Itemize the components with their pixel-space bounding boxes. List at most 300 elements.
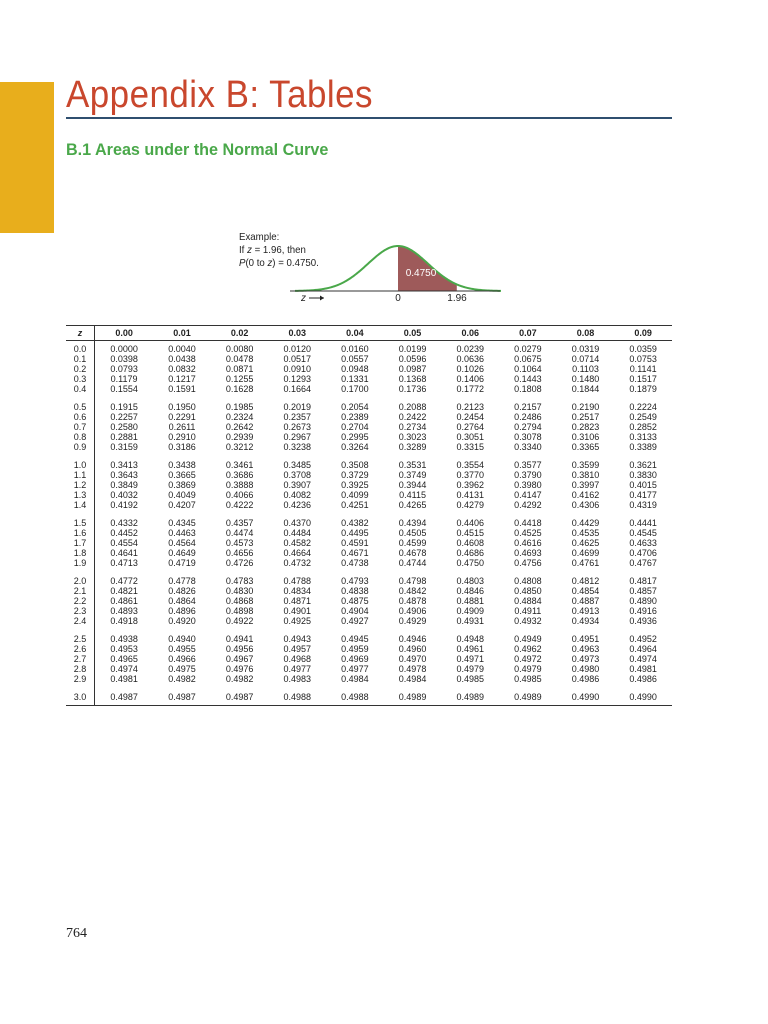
area-value-cell: 0.4525 [514, 528, 542, 538]
area-value-cell: 0.4778 [168, 576, 196, 586]
z-value-cell: 1.9 [66, 558, 95, 568]
z-value-cell: 0.9 [66, 442, 95, 452]
title-rule [66, 117, 672, 119]
z-value-cell: 0.4 [66, 384, 95, 394]
z-value-cell: 0.2 [66, 364, 95, 374]
area-value-cell: 0.3461 [225, 460, 254, 470]
area-value-cell: 0.1368 [398, 374, 427, 384]
table-row [66, 548, 672, 558]
area-value-cell: 0.2673 [283, 422, 312, 432]
area-value-cell: 0.1293 [283, 374, 312, 384]
area-value-cell: 0.4147 [514, 490, 542, 500]
area-value-cell: 0.4901 [283, 606, 312, 616]
area-value-cell: 0.4671 [341, 548, 369, 558]
area-value-cell: 0.2517 [571, 412, 600, 422]
area-value-cell: 0.4463 [168, 528, 196, 538]
z-value-cell: 2.9 [66, 674, 95, 684]
area-value-cell: 0.4890 [629, 596, 657, 606]
area-value-cell: 0.4821 [110, 586, 138, 596]
area-value-cell: 0.4989 [499, 684, 557, 706]
area-value-cell: 0.4535 [571, 528, 600, 538]
area-value-cell: 0.4977 [341, 664, 369, 674]
area-value-cell: 0.4332 [110, 518, 138, 528]
area-value-cell: 0.4699 [571, 548, 600, 558]
area-value-cell: 0.4441 [629, 518, 657, 528]
area-value-cell: 0.2389 [341, 412, 369, 422]
area-value-cell: 0.4970 [398, 654, 427, 664]
area-value-cell: 0.1985 [225, 402, 254, 412]
area-value-cell: 0.2611 [168, 422, 196, 432]
area-value-cell: 0.4812 [571, 576, 600, 586]
area-value-cell: 0.4952 [629, 634, 657, 644]
area-value-cell: 0.4484 [283, 528, 312, 538]
area-value-cell: 0.4251 [341, 500, 369, 510]
area-value-cell: 0.4920 [168, 616, 196, 626]
area-value-cell: 0.0080 [225, 344, 254, 354]
area-value-cell: 0.4887 [571, 596, 600, 606]
z-value-cell: 0.0 [66, 341, 95, 355]
area-value-cell: 0.4949 [514, 634, 542, 644]
area-value-cell: 0.3159 [110, 442, 138, 452]
area-value-cell: 0.4988 [268, 684, 326, 706]
table-row [66, 354, 672, 364]
area-value-cell: 0.4868 [225, 596, 254, 606]
area-value-cell: 0.2881 [110, 432, 138, 442]
area-value-cell: 0.4982 [168, 674, 196, 684]
area-value-cell: 0.2967 [283, 432, 312, 442]
area-value-cell: 0.4955 [168, 644, 196, 654]
area-value-cell: 0.4987 [95, 684, 154, 706]
area-value-cell: 0.1879 [629, 384, 657, 394]
area-value-cell: 0.1255 [225, 374, 254, 384]
area-value-cell: 0.0199 [398, 344, 427, 354]
table-row [66, 626, 672, 644]
area-value-cell: 0.3413 [110, 460, 138, 470]
table-row [66, 528, 672, 538]
area-value-cell: 0.4803 [456, 576, 484, 586]
z-value-cell: 2.8 [66, 664, 95, 674]
column-header: 0.06 [441, 326, 499, 341]
area-value-cell: 0.2157 [514, 402, 542, 412]
area-value-cell: 0.2054 [341, 402, 369, 412]
area-value-cell: 0.4911 [514, 606, 542, 616]
area-value-cell: 0.4664 [283, 548, 312, 558]
area-value-cell: 0.3907 [283, 480, 312, 490]
area-value-cell: 0.1217 [168, 374, 196, 384]
area-value-cell: 0.2019 [283, 402, 312, 412]
area-value-cell: 0.4591 [341, 538, 369, 548]
table-row [66, 364, 672, 374]
area-value-cell: 0.2291 [168, 412, 196, 422]
area-label: 0.4750 [405, 268, 437, 279]
area-value-cell: 0.4641 [110, 548, 138, 558]
area-value-cell: 0.4968 [283, 654, 312, 664]
area-value-cell: 0.4066 [225, 490, 254, 500]
table-row [66, 558, 672, 568]
area-value-cell: 0.2549 [629, 412, 657, 422]
z-value-cell: 1.7 [66, 538, 95, 548]
area-value-cell: 0.4732 [283, 558, 312, 568]
column-header: 0.04 [326, 326, 384, 341]
area-value-cell: 0.1103 [572, 364, 599, 374]
area-value-cell: 0.4738 [341, 558, 369, 568]
area-value-cell: 0.4099 [341, 490, 369, 500]
area-value-cell: 0.4884 [514, 596, 542, 606]
area-value-cell: 0.3962 [456, 480, 484, 490]
table-row [66, 568, 672, 586]
area-value-cell: 0.4357 [225, 518, 254, 528]
table-row [66, 384, 672, 394]
area-value-cell: 0.4940 [168, 634, 196, 644]
area-value-cell: 0.4946 [398, 634, 427, 644]
area-value-cell: 0.4953 [110, 644, 138, 654]
column-header: 0.07 [499, 326, 557, 341]
area-value-cell: 0.3315 [456, 442, 484, 452]
example-line-2: P(0 to z) = 0.4750. [239, 257, 319, 269]
area-value-cell: 0.1736 [398, 384, 427, 394]
area-value-cell: 0.1591 [168, 384, 196, 394]
z-value-cell: 2.4 [66, 616, 95, 626]
area-value-cell: 0.4633 [629, 538, 657, 548]
area-value-cell: 0.1808 [514, 384, 542, 394]
area-value-cell: 0.4032 [110, 490, 138, 500]
area-value-cell: 0.4783 [225, 576, 254, 586]
area-value-cell: 0.3186 [168, 442, 196, 452]
area-value-cell: 0.4656 [225, 548, 254, 558]
area-value-cell: 0.4861 [110, 596, 138, 606]
area-value-cell: 0.1554 [110, 384, 138, 394]
column-header: 0.03 [268, 326, 326, 341]
area-value-cell: 0.1700 [341, 384, 369, 394]
area-value-cell: 0.4131 [456, 490, 484, 500]
area-value-cell: 0.4279 [456, 500, 484, 510]
area-value-cell: 0.4951 [571, 634, 600, 644]
area-value-cell: 0.4686 [456, 548, 484, 558]
area-value-cell: 0.4934 [571, 616, 600, 626]
area-value-cell: 0.4966 [168, 654, 196, 664]
table-row [66, 644, 672, 654]
gold-chapter-tab [0, 82, 54, 233]
area-value-cell: 0.1772 [456, 384, 484, 394]
z-value-cell: 1.1 [66, 470, 95, 480]
area-value-cell: 0.4963 [571, 644, 600, 654]
area-value-cell: 0.4984 [398, 674, 427, 684]
area-value-cell: 0.1026 [456, 364, 484, 374]
area-value-cell: 0.4927 [341, 616, 369, 626]
z-value-cell: 3.0 [66, 684, 95, 706]
area-value-cell: 0.4554 [110, 538, 138, 548]
area-value-cell: 0.3621 [629, 460, 657, 470]
area-value-cell: 0.4987 [211, 684, 269, 706]
area-value-cell: 0.4893 [110, 606, 138, 616]
area-value-cell: 0.4015 [629, 480, 657, 490]
area-value-cell: 0.0359 [629, 344, 657, 354]
area-value-cell: 0.0239 [456, 344, 484, 354]
area-value-cell: 0.1331 [341, 374, 369, 384]
example-line-1: If z = 1.96, then [239, 244, 306, 256]
area-value-cell: 0.4608 [456, 538, 484, 548]
area-value-cell: 0.4977 [283, 664, 312, 674]
area-value-cell: 0.4871 [283, 596, 312, 606]
area-value-cell: 0.4985 [456, 674, 484, 684]
area-value-cell: 0.4788 [283, 576, 312, 586]
table-row [66, 510, 672, 528]
area-value-cell: 0.4625 [571, 538, 600, 548]
area-value-cell: 0.4573 [225, 538, 254, 548]
area-value-cell: 0.4545 [629, 528, 657, 538]
area-value-cell: 0.3133 [629, 432, 657, 442]
area-value-cell: 0.4750 [456, 558, 484, 568]
table-row [66, 500, 672, 510]
area-value-cell: 0.1950 [168, 402, 196, 412]
area-value-cell: 0.4938 [110, 634, 138, 644]
area-value-cell: 0.4505 [398, 528, 427, 538]
column-header: 0.00 [95, 326, 154, 341]
area-value-cell: 0.3849 [110, 480, 138, 490]
area-value-cell: 0.1406 [456, 374, 484, 384]
area-value-cell: 0.3729 [341, 470, 369, 480]
area-value-cell: 0.4394 [398, 518, 427, 528]
area-value-cell: 0.4115 [399, 490, 426, 500]
area-value-cell: 0.4986 [629, 674, 657, 684]
area-value-cell: 0.4978 [398, 664, 427, 674]
z-value-cell: 1.5 [66, 510, 95, 528]
table-row [66, 616, 672, 626]
normal-table [66, 325, 672, 706]
area-value-cell: 0.4292 [514, 500, 542, 510]
area-value-cell: 0.2939 [225, 432, 254, 442]
z-value-cell: 2.3 [66, 606, 95, 616]
area-value-cell: 0.4989 [441, 684, 499, 706]
area-value-cell: 0.4406 [456, 518, 484, 528]
area-value-cell: 0.3810 [571, 470, 600, 480]
area-value-cell: 0.0871 [225, 364, 254, 374]
area-value-cell: 0.0557 [341, 354, 369, 364]
area-value-cell: 0.2324 [225, 412, 254, 422]
area-value-cell: 0.1141 [629, 364, 657, 374]
area-value-cell: 0.2995 [341, 432, 369, 442]
area-value-cell: 0.3438 [168, 460, 196, 470]
area-value-cell: 0.4969 [341, 654, 369, 664]
area-value-cell: 0.1915 [110, 402, 138, 412]
area-value-cell: 0.4761 [571, 558, 600, 568]
area-value-cell: 0.0793 [110, 364, 138, 374]
area-value-cell: 0.3997 [571, 480, 600, 490]
area-value-cell: 0.2454 [456, 412, 484, 422]
area-value-cell: 0.4177 [629, 490, 657, 500]
area-value-cell: 0.4982 [225, 674, 254, 684]
area-value-cell: 0.3365 [571, 442, 600, 452]
area-value-cell: 0.0517 [283, 354, 312, 364]
area-value-cell: 0.0675 [514, 354, 542, 364]
z-value-cell: 1.0 [66, 452, 95, 470]
area-value-cell: 0.4306 [571, 500, 600, 510]
z-value-cell: 2.1 [66, 586, 95, 596]
column-header: 0.08 [557, 326, 615, 341]
tick-zero-label: 0 [395, 293, 401, 304]
area-value-cell: 0.3749 [398, 470, 427, 480]
area-value-cell: 0.0279 [514, 344, 542, 354]
area-value-cell: 0.2088 [398, 402, 427, 412]
column-header: 0.01 [153, 326, 211, 341]
table-row [66, 442, 672, 452]
area-value-cell: 0.3925 [341, 480, 369, 490]
area-value-cell: 0.3023 [398, 432, 427, 442]
area-value-cell: 0.4713 [110, 558, 138, 568]
z-value-cell: 0.3 [66, 374, 95, 384]
area-value-cell: 0.4162 [571, 490, 600, 500]
example-heading: Example: [239, 231, 280, 243]
area-value-cell: 0.4564 [168, 538, 196, 548]
area-value-cell: 0.3212 [225, 442, 254, 452]
area-value-cell: 0.0000 [110, 344, 138, 354]
area-value-cell: 0.1443 [514, 374, 542, 384]
tick-z-label: 1.96 [447, 293, 467, 304]
z-value-cell: 0.1 [66, 354, 95, 364]
area-value-cell: 0.4382 [341, 518, 369, 528]
area-value-cell: 0.4931 [456, 616, 484, 626]
area-value-cell: 0.2704 [341, 422, 369, 432]
area-value-cell: 0.4985 [514, 674, 542, 684]
area-value-cell: 0.4826 [168, 586, 196, 596]
area-value-cell: 0.4904 [341, 606, 369, 616]
area-value-cell: 0.2357 [283, 412, 312, 422]
area-value-cell: 0.2910 [168, 432, 196, 442]
normal-curve-figure [290, 238, 505, 308]
area-value-cell: 0.4678 [398, 548, 427, 558]
area-value-cell: 0.0753 [629, 354, 657, 364]
axis-z-label: z [301, 293, 306, 304]
table-row [66, 470, 672, 480]
page-number: 764 [66, 926, 87, 941]
area-value-cell: 0.2642 [225, 422, 254, 432]
area-value-cell: 0.4830 [225, 586, 254, 596]
z-value-cell: 2.2 [66, 596, 95, 606]
area-value-cell: 0.4974 [110, 664, 138, 674]
area-value-cell: 0.4959 [341, 644, 369, 654]
area-value-cell: 0.2852 [629, 422, 657, 432]
area-value-cell: 0.4808 [514, 576, 542, 586]
column-header: 0.02 [211, 326, 269, 341]
area-value-cell: 0.4961 [456, 644, 484, 654]
area-value-cell: 0.1844 [571, 384, 600, 394]
area-value-cell: 0.3790 [514, 470, 542, 480]
z-value-cell: 2.6 [66, 644, 95, 654]
table-row [66, 654, 672, 664]
area-value-cell: 0.4756 [514, 558, 542, 568]
area-value-cell: 0.4932 [514, 616, 542, 626]
area-value-cell: 0.2580 [110, 422, 138, 432]
area-value-cell: 0.0910 [283, 364, 312, 374]
area-value-cell: 0.4965 [110, 654, 138, 664]
area-value-cell: 0.4960 [398, 644, 427, 654]
area-value-cell: 0.2422 [398, 412, 427, 422]
area-value-cell: 0.4864 [168, 596, 196, 606]
area-value-cell: 0.1480 [571, 374, 600, 384]
table-header-row [66, 326, 672, 341]
area-value-cell: 0.4881 [456, 596, 484, 606]
z-value-cell: 2.7 [66, 654, 95, 664]
section-heading: B.1 Areas under the Normal Curve [66, 140, 329, 159]
area-value-cell: 0.4772 [110, 576, 138, 586]
area-value-cell: 0.4981 [110, 674, 138, 684]
table-row [66, 374, 672, 384]
area-value-cell: 0.4973 [571, 654, 600, 664]
area-value-cell: 0.4744 [398, 558, 427, 568]
area-value-cell: 0.4986 [571, 674, 600, 684]
area-value-cell: 0.4990 [614, 684, 672, 706]
area-value-cell: 0.4929 [398, 616, 427, 626]
table-row [66, 586, 672, 596]
area-value-cell: 0.4719 [168, 558, 196, 568]
area-value-cell: 0.4192 [110, 500, 138, 510]
area-value-cell: 0.4726 [225, 558, 254, 568]
z-value-cell: 0.7 [66, 422, 95, 432]
area-value-cell: 0.1517 [629, 374, 657, 384]
z-value-cell: 0.6 [66, 412, 95, 422]
table-row [66, 412, 672, 422]
area-value-cell: 0.2794 [514, 422, 542, 432]
area-value-cell: 0.4793 [341, 576, 369, 586]
table-row [66, 452, 672, 470]
area-value-cell: 0.4846 [456, 586, 484, 596]
area-value-cell: 0.2734 [398, 422, 427, 432]
area-value-cell: 0.4990 [557, 684, 615, 706]
table-body [66, 341, 672, 706]
area-value-cell: 0.4989 [384, 684, 442, 706]
z-value-cell: 1.6 [66, 528, 95, 538]
area-value-cell: 0.4452 [110, 528, 138, 538]
z-value-cell: 1.3 [66, 490, 95, 500]
area-value-cell: 0.0398 [110, 354, 138, 364]
z-value-cell: 0.5 [66, 394, 95, 412]
area-value-cell: 0.4962 [514, 644, 542, 654]
area-value-cell: 0.3485 [283, 460, 312, 470]
area-value-cell: 0.3289 [398, 442, 427, 452]
table-row [66, 674, 672, 684]
area-value-cell: 0.4319 [629, 500, 657, 510]
area-value-cell: 0.4984 [341, 674, 369, 684]
area-value-cell: 0.4925 [283, 616, 312, 626]
area-value-cell: 0.4850 [514, 586, 542, 596]
area-value-cell: 0.4706 [629, 548, 657, 558]
area-value-cell: 0.3238 [283, 442, 312, 452]
area-value-cell: 0.4495 [341, 528, 369, 538]
area-value-cell: 0.0987 [398, 364, 427, 374]
area-value-cell: 0.4964 [629, 644, 657, 654]
area-value-cell: 0.3389 [629, 442, 657, 452]
area-value-cell: 0.4875 [341, 596, 369, 606]
area-value-cell: 0.4878 [398, 596, 427, 606]
table-row [66, 432, 672, 442]
area-value-cell: 0.4896 [168, 606, 196, 616]
area-value-cell: 0.4922 [225, 616, 254, 626]
area-value-cell: 0.0040 [168, 344, 196, 354]
area-value-cell: 0.4649 [168, 548, 196, 558]
table-row [66, 422, 672, 432]
area-value-cell: 0.3599 [571, 460, 600, 470]
z-value-cell: 0.8 [66, 432, 95, 442]
area-value-cell: 0.3508 [341, 460, 369, 470]
area-value-cell: 0.4916 [629, 606, 657, 616]
area-value-cell: 0.4834 [283, 586, 312, 596]
area-value-cell: 0.4222 [225, 500, 254, 510]
area-value-cell: 0.4971 [456, 654, 484, 664]
area-value-cell: 0.4082 [283, 490, 312, 500]
area-value-cell: 0.3686 [225, 470, 254, 480]
area-value-cell: 0.1064 [514, 364, 542, 374]
area-value-cell: 0.4909 [456, 606, 484, 616]
